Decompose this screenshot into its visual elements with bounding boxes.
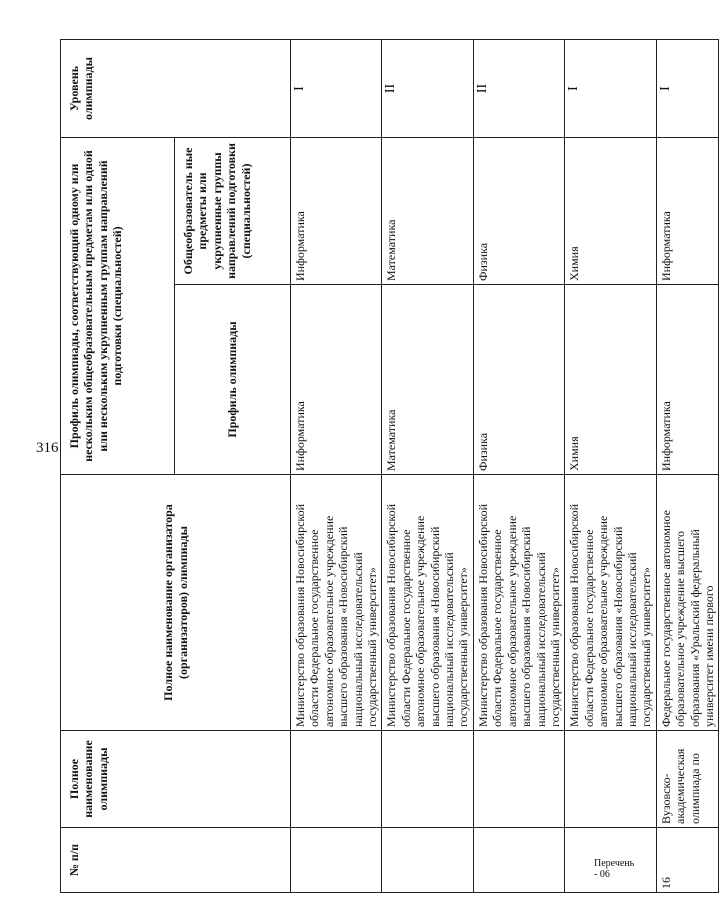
empty-name-cell: [382, 731, 473, 828]
subject-cell: Физика: [473, 138, 564, 285]
organizer-cell: Министерство образования Новосибирской области Федеральное государственное автономное образовательное учреждение высшего образования «Новосибирский национальный исследовательский государственный университет»: [382, 475, 473, 731]
table-row: [656, 40, 719, 893]
olympiad-table: [60, 39, 719, 893]
header-level: Уровень олимпиады: [61, 40, 291, 138]
page-number: 316: [36, 440, 59, 456]
subject-cell: Информатика: [291, 138, 382, 285]
level-cell: II: [382, 40, 473, 138]
empty-num-cell: [291, 828, 382, 893]
profile-cell: Информатика: [291, 285, 382, 475]
level-cell: II: [473, 40, 564, 138]
empty-name-cell: [473, 731, 564, 828]
table-row: [382, 40, 473, 893]
header-num: № п/п: [61, 828, 291, 893]
row-number-cell: 16: [656, 828, 719, 893]
organizer-cell: Федеральное государственное автономное образовательное учреждение высшего образования «Уральский федеральный университет имени первого: [656, 475, 719, 731]
table-row: [565, 40, 656, 893]
subject-cell: Математика: [382, 138, 473, 285]
empty-num-cell: [473, 828, 564, 893]
header-olympiad-name: Полное наименование олимпиады: [61, 731, 291, 828]
subject-cell: Информатика: [656, 138, 719, 285]
header-organizer: Полное наименование организатора (организаторов) олимпиады: [61, 475, 291, 731]
empty-name-cell: [565, 731, 656, 828]
organizer-cell: Министерство образования Новосибирской области Федеральное государственное автономное образовательное учреждение высшего образования «Новосибирский национальный исследовательский государственный университет»: [565, 475, 656, 731]
olympiad-name-cell: Вузовско-академическая олимпиада по: [656, 731, 719, 828]
subject-cell: Химия: [565, 138, 656, 285]
level-cell: I: [291, 40, 382, 138]
profile-cell: Информатика: [656, 285, 719, 475]
table-row: [473, 40, 564, 893]
table-row: [291, 40, 382, 893]
organizer-cell: Министерство образования Новосибирской области Федеральное государственное автономное образовательное учреждение высшего образования «Новосибирский национальный исследовательский государственный университет»: [291, 475, 382, 731]
empty-num-cell: [382, 828, 473, 893]
footer-note: Перечень - 06: [594, 858, 635, 880]
empty-name-cell: [291, 731, 382, 828]
organizer-cell: Министерство образования Новосибирской области Федеральное государственное автономное образовательное учреждение высшего образования «Новосибирский национальный исследовательский государственный университет»: [473, 475, 564, 731]
profile-cell: Математика: [382, 285, 473, 475]
profile-cell: Химия: [565, 285, 656, 475]
level-cell: I: [656, 40, 719, 138]
profile-cell: Физика: [473, 285, 564, 475]
level-cell: I: [565, 40, 656, 138]
header-profile-group: Профиль олимпиады, соответствующий одному или нескольким общеобразовательным предметам или одной или нескольким укрупненным группам направлений подготовки (специальностей): [61, 138, 175, 475]
header-subjects: Общеобразователь ные предметы или укрупненные группы направлений подготовки (специальностей): [175, 138, 291, 285]
header-profile: Профиль олимпиады: [175, 285, 291, 475]
